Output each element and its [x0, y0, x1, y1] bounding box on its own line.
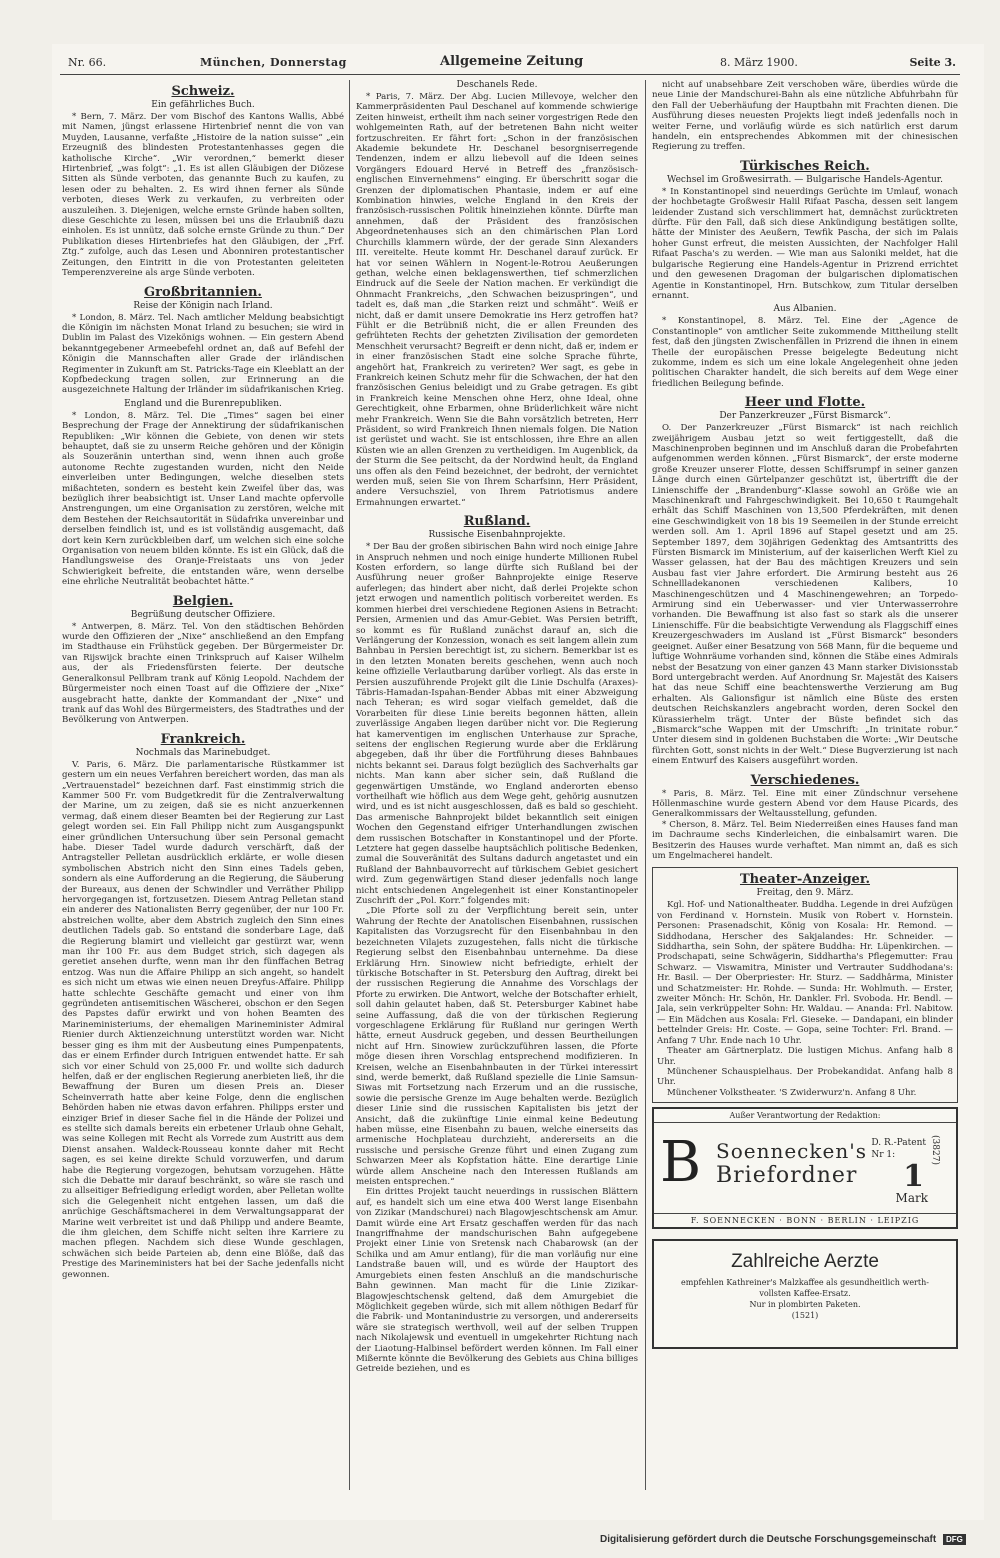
theater-listings [652, 867, 958, 1103]
ad-patent-nr: Nr 1: [871, 1150, 896, 1161]
kathreiner-advertisement [652, 1239, 958, 1349]
ad-patent [871, 1137, 926, 1161]
ad-product: Briefordner [716, 1163, 858, 1189]
place-day: München, Donnerstag [200, 56, 347, 69]
article-text: * Der Bau der großen sibirischen Bahn wird noch einige Jahre in Anspruch nehmen und noch einige hunderte Millionen Rubel Kosten erfordern, so lange dürfte sich Rußland bei der Ausführung neuer großer Bahnprojekte einige Reserve auferlegen; das hindert aber nicht, daß derlei Projekte schon jetzt erwogen und namentlich politisch vorbereitet werden. Es kommen hierbei drei verschiedene Regionen Asiens in Betracht: Persien, Armenien und das Amur-Gebiet. Was Persien betrifft, so kommt es für Rußland zunächst darauf an, sich die Verlängerung der Konzession, wonach es seit langem allein zum Bahnbau in Persien berechtigt ist, zu sichern. Bemerkbar ist es in den letzten Monaten bereits geschehen, wenn auch noch keine offizielle Verlautbarung darüber vorliegt. Als das erste in Persien auszuführende Projekt gilt die Linie Dschulfa (Araxes)-Täbris-Hamadan-Ispahan-Bender Abbas mit einer Abzweigung nach Teheran; es wird sogar vielfach gemeldet, daß die Vorarbeiten für diese Linie bereits begonnen hätten, allein zuverlässige Angaben liegen darüber nicht vor. Die Regierung hat kamerventigen im englischen Unterhause zur Sprache, seitens der englischen Regierung wurde aber die Erklärung abgegeben, daß ihr über die Fortführung dieses Bahnbaues nichts bekannt sei. Daraus folgt bezüglich des Sachverhalts gar nichts. Man kann aber sicher sein, daß Rußland die gegenwärtigen Umstände, wo England anderorten ebenso vortheilhaft wie höflich aus dem Wege geht, gehörig ausnutzen wird, und es ist nicht ausgeschlossen, daß es bald so geschieht. Das armenische Bahnprojekt bildet bekanntlich seit einigen Wochen den Gegenstand eifriger Unterhandlungen zwischen dem russischen Botschafter in Konstantinopel und der Pforte. Letztere hat gegen dasselbe hauptsächlich politische Bedenken, zumal die Souveränität des Sultans dadurch angetastet und ein Rußland der Bahnbauvorrecht auf türkischem Gebiet gesichert wird. Zum gegenwärtigen Stand dieser jedenfalls noch lange nicht entschiedenen Angelegenheit ist einer Konstantinopeler Zuschrift der „Pol. Korr.“ folgendes mit: [356, 542, 638, 907]
section-subheading: Reise der Königin nach Irland. [133, 300, 273, 311]
column-2 [356, 80, 638, 1490]
theater-entry: Münchener Volkstheater. 'S Zwiderwurz'n. Anfang 8 Uhr. [667, 1087, 917, 1098]
article-text: * London, 8. März. Tel. Nach amtlicher Meldung beabsichtigt die Königin im nächsten Monat Irland zu besuchen; sie wird in Dublin im Palast des Vizekönigs wohnen. — Ein gestern Abend bekanntgegebener Armeebefehl ordnet an, daß auf Befehl der Königin die Mannschaften aller Grade der irländischen Regimenter in Zukunft am St. Patricks-Tage ein Kleeblatt an der Kopfbedeckung tragen sollen, zur Erinnerung an die ausgezeichnete Haltung der Irländer im südafrikanischen Krieg. [62, 312, 344, 396]
section-heading: Heer und Flotte. [744, 395, 866, 411]
section-heading: Rußland. [463, 514, 531, 530]
article-text: * Cherson, 8. März. Tel. Beim Niederreißen eines Hauses fand man im Dachraume sechs Kinderleichen, die einbalsamirt waren. Die Besitzerin des Hauses wurde verhaftet. Man nimmt an, daß es sich um Engelmacherei handelt. [652, 819, 958, 861]
section-heading: Schweiz. [171, 84, 235, 99]
column-3 [652, 80, 958, 1490]
theater-entry: Münchener Schauspielhaus. Der Probekandidat. Anfang halb 8 Uhr. [657, 1066, 953, 1088]
section-heading: Frankreich. [160, 731, 246, 747]
section-heading: Türkisches Reich. [740, 158, 870, 174]
ad-price: 1 [903, 1159, 924, 1195]
article-text: * Konstantinopel, 8. März. Tel. Eine der „Agence de Constantinople“ von amtlicher Seite zukommende Mittheilung stellt fest, daß den jüngsten Zwischenfällen in Prizrend die ihnen in einem Theile der europäischen Presse beigelegte Bedeutung nicht zukomme, indem es sich um eine lokale Angelegenheit ohne jeden politischen Charakter handelt, die sich bereits auf dem Wege einer friedlichen Beilegung befinde. [652, 316, 958, 389]
ad-disclaimer: Außer Verantwortung der Redaktion: [654, 1109, 956, 1123]
section-subheading: Wechsel im Großwesirrath. — Bulgarische Handels-Agentur. [667, 174, 943, 185]
column-rule [645, 80, 646, 1490]
theater-entry: Theater am Gärtnerplatz. Die lustigen Michus. Anfang halb 8 Uhr. [657, 1046, 953, 1067]
section-subheading: Nochmals das Marinebudget. [135, 747, 271, 758]
article-text: * Bern, 7. März. Der vom Bischof des Kantons Wallis, Abbé mit Namen, jüngst erlassene Hirtenbrief nennt die von van Muyden, Lausanne, verfaßte „Histoire de la nation suisse“ „ein Erzeugniß des blindesten Protestantenhasses gegen die katholische Kirche“. „Wir verordnen,“ bemerkt dieser Hirtenbrief, „was folgt“: „1. Es ist allen Gläubigen der Diözese Sitten als Sünde verboten, das genannte Buch zu kaufen, zu lesen oder zu behalten. 2. Es wird ihnen ferner als Sünde verboten, dieses Werk zu verkaufen, zu verbreiten oder auszuleihen. 3. Diejenigen, welche ernste Gründe haben sollten, diese Geschichte zu lesen, müssen bei uns die Erlaubniß dazu einholen. Es ist unnütz, daß solche ernste Gründe zu thun.“ Der Publikation dieses Hirtenbriefes hat den Gläubigen, der „Frf. Ztg.“ zufolge, auch das Lesen und Abonniren protestantischer Zeitungen, den Eintritt in die von Protestanten geleiteten Temperenzvereine als arge Sünde verboten. [62, 112, 344, 279]
ad-patent-label: D. R.-Patent [871, 1138, 926, 1149]
theater-entry: Kgl. Hof- und Nationaltheater. Buddha. Legende in drei Aufzügen von Ferdinand v. Hornstein. Musik von Robert v. Hornstein. Personen: Prasenadschit, König von Kosala: Hr. Remond. — Siddhodana, Herscher des Sakjalandes: Hr. Schneider. — Siddhartha, sein Sohn, der spätere Buddha: Hr. Lüpenkirchen. — Prodschapati, seine Schwägerin, Siddhartha's Pflegemutter: Frau Schwarz. — Viswamitra, Minister und Vertrauter Suddhodana's: Hr. Basil. — Der Oberpriester: Hr. Sturz. — Saddhârma, Minister und Schatzmeister: Hr. Rohde. — Sunda: Hr. Wohlmuth. — Erster, zweiter Mönch: Hr. Schön, Hr. Dankler. Frl. Svoboda. Hr. Bendl. — Jala, sein verkrüppelter Sohn: Hr. Waldau. — Ananda: Frl. Nabitow. — Ein Mädchen aus Kosala: Frl. Gieseke. — Dandapani, ein blinder bettelnder Greis: Hr. Coste. — Gopa, seine Tochter: Frl. Brand. — Anfang 7 Uhr. Ende nach 10 Uhr. [657, 900, 953, 1046]
section-subheading: Russische Eisenbahnprojekte. [428, 530, 566, 541]
soennecken-advertisement [652, 1107, 958, 1229]
section-heading: Großbritannien. [144, 284, 262, 300]
ad-line: vollsten Kaffee-Ersatz. [759, 1289, 851, 1299]
ad-initial: B [660, 1130, 702, 1196]
section-subheading: Der Panzerkreuzer „Fürst Bismarck“. [719, 411, 891, 422]
article-text: * In Konstantinopel sind neuerdings Gerüchte im Umlauf, wonach der hochbetagte Großwesir Halil Rifaat Pascha, dessen seit langem leidender Zustand sich verschlimmert hat, demnächst zurücktreten dürfte. Für den Fall, daß sich diese Ankündigung bestätigen sollte, hätte der Minister des Aeußern, Tewfik Pascha, der sich im Palais hoher Gunst erfreut, die meisten Aussichten, der Nachfolger Halil Rifaat Pascha's zu werden. — Wie man aus Saloniki meldet, hat die bulgarische Regierung eine Handels-Agentur in Prizrend errichtet und den gewesenen Dragoman der bulgarischen diplomatischen Agentie in Konstantinopel, Hrn. Butschkow, zum Titular derselben ernannt. [652, 186, 958, 301]
masthead [60, 52, 960, 75]
ad-reference: (3827) [930, 1135, 941, 1166]
section-heading: Theater-Anzeiger. [739, 872, 870, 888]
section-frankreich [62, 732, 344, 1280]
section-heading: Belgien. [172, 593, 234, 609]
article-subheading: England und die Burenrepubliken. [124, 398, 282, 409]
newspaper-title: Allgemeine Zeitung [440, 54, 584, 69]
article-text: * London, 8. März. Tel. Die „Times“ sagen bei einer Besprechung der Frage der Annektirung der südafrikanischen Republiken: „Wir können die Gebiete, von denen wir stets behauptet, daß sie zu unserm Reiche gehören und der Königin als Souzeränin unterthan sind, wenn ihnen auch große autonome Rechte zugestanden wurden, nicht den Neide einverleiben unter Bedingungen, welche dieselben stets mißachteten, sondern es besteht kein Zweifel über das, was bezüglich ihrer beabsichtigt ist. Unser Land machte opfervolle Anstrengungen, um eine Organisation zu zerstören, welche mit dem Bestehen der Reichsautorität in Südafrika unvereinbar und derselben feindlich ist, und es ist vollständig ausgemacht, daß dort kein Kern zurückbleiben darf, um welchen sich eine solche Organisation von neuem bilden könnte. Es ist ein Glück, daß die Handlungsweise des Oranje-Freistaats uns von jeder Schwierigkeit befreite, die entstanden wäre, wenn derselbe eine ehrliche Neutralität beobachtet hätte.“ [62, 410, 344, 588]
section-subheading: Ein gefährliches Buch. [151, 100, 255, 110]
article-text: „Die Pforte soll zu der Verpflichtung bereit sein, unter Wahrung der Rechte der Anatolischen Eisenbahnen, russischen Kapitalisten das Vorzugsrecht für den Eisenbahnbau in den bezeichneten Vilajets zuzugestehen, falls nicht die türkische Regierung selbst den Eisenbahnbau unternehme. Da diese Erklärung Hrn. Sinowiew nicht befriedigte, erhielt der türkische Botschafter in St. Petersburg den Auftrag, direkt bei der russischen Regierung die Annahme des Vorschlags der Pforte zu erwirken. Die Antwort, welche der Botschafter erhielt, soll dahin gelautet haben, daß St. Petersburger Kabinet habe seine Auffassung, daß die von der türkischen Regierung vorgeschlagene Erklärung für Rußland nur geringen Werth hätte, erneut Ausdruck gegeben, und dessen Beurtheilungen nicht auf Hrn. Sinowiew zurückzuführen lassen, die Pforte möge diesen ihren Vorschlag entsprechend modifizieren. In Kreisen, welche an Eisenbahnbauten in der Türkei interessirt sind, werde bemerkt, daß Rußland spezielle die Linie Samsun-Siwas mit Fortsetzung nach Erzerum und an die russische, sowie die persische Grenze im Auge behalten werde. Bezüglich dieser Linie sind die russischen Kapitalisten bis jetzt der Ansicht, daß die zukünftige Linie einmal keine Bedeutung haben müsse, eine Eisenbahn zu bauen, welche einerseits das armenische Hochplateau durchzieht, andererseits an die russische und persische Grenze führt und einen Zugang zum Schwarzen Meer als Kopfstation hätte. Eine derartige Linie würde allem Anscheine nach den Interessen Rußlands am meisten entsprechen.“ [356, 906, 638, 1188]
article-text: O. Der Panzerkreuzer „Fürst Bismarck“ ist nach reichlich zweijährigem Ausbau jetzt so weit fertiggestellt, daß die Maschinenproben beginnen und im Anschluß daran die Probefahrten aufgenommen werden können. „Fürst Bismarck“, der erste moderne große Kreuzer unserer Flotte, dessen Schiffsrumpf in seiner ganzen Länge durch einen Gürtelpanzer geschützt ist, übertrifft die der Linienschiffe der „Brandenburg“-Klasse sowohl an Größe wie an Maschinenkraft und Fahrgeschwindigkeit. Bei 10,650 t Raumgehalt erhält das Schiff Maschinen von 13,500 Pferdekräften, mit denen eine Geschwindigkeit von 18 bis 19 Seemeilen in der Stunde erreicht werden soll. Am 1. April 1896 auf Stapel gesetzt und am 25. September 1897, dem 30jährigen Gedenktag des Amtsantritts des Fürsten Bismarck im Ministerium, auf der kaiserlichen Werft Kiel zu Wasser gelassen, hat der Bau des mächtigen Kreuzers und sein Ausbau fast vier Jahre erfordert. Die Armirung besteht aus 26 Schnellladekanonen verschiedenen Kalibers, 10 Maschinengeschützen und 4 Maschinengewehren; an Torpedo-Armirung sind ein Ueberwasser- und vier Unterwasserrohre vorhanden. Die Bewaffnung ist also fast so stark als die unserer Linienschiffe. Für die beabsichtigte Verwendung als Flaggschiff eines Kreuzergeschwaders im Ausland ist „Fürst Bismarck“ besonders geeignet. Außer einer Besatzung von 568 Mann, für die bequeme und luftige Wohnräume vorhanden sind, können die Stäbe eines Admirals nebst der Besatzung von einer ganzen 43 Mann starker Divisionsstab Bord untergebracht werden. Auf Anordnung Sr. Majestät des Kaisers hat das neue Schiff eine beachtenswerthe Verzierung am Bug erhalten. Als Galionsfigur ist nämlich eine Büste des ersten deutschen Reichskanzlers angebracht worden, deren Sockel den Kürassierhelm trägt. Unter der Büste befindet sich das „Bismarck“sche Wappen mit der Umschrift: „In trinitate robur.“ Unter diesem sind in goldenen Buchstaben die Worte: „Wir Deutsche fürchten Gott, sonst nichts in der Welt.“ Diese Bugverzierung ist nach einem Entwurf des Kaisers ausgeführt worden. [652, 423, 958, 767]
section-tuerkei [652, 159, 958, 389]
section-belgien [62, 594, 344, 726]
article-text: * Paris, 8. März. Tel. Eine mit einer Zündschnur versehene Höllenmaschine wurde gestern Abend vor dem Hause Picards, des Generalkommissars der Weltausstellung, gefunden. [652, 788, 958, 820]
issue-date: 8. März 1900. [720, 56, 798, 69]
section-grossbritannien [62, 285, 344, 588]
ad-line: empfehlen Kathreiner's Malzkaffee als gesundheitlich werth- [681, 1278, 929, 1288]
ad-brand: Soennecken's [716, 1139, 867, 1164]
section-schweiz [62, 84, 344, 279]
section-deschanel [356, 80, 638, 508]
continuation [652, 80, 958, 153]
column-rule [349, 80, 350, 1490]
section-heer-flotte [652, 395, 958, 766]
article-subheading: Aus Albanien. [773, 304, 837, 315]
column-1 [62, 80, 344, 1490]
digitization-footer [600, 1534, 966, 1545]
theater-date: Freitag, den 9. März. [756, 888, 854, 899]
page-number: Seite 3. [909, 56, 956, 69]
section-subheading: Begrüßung deutscher Offiziere. [130, 609, 276, 620]
dfg-logo-icon: DFG [943, 1534, 966, 1545]
ad-currency: Mark [895, 1191, 928, 1206]
ad-title: Zahlreiche Aerzte [731, 1251, 879, 1273]
section-russland [356, 514, 638, 1375]
article-text: nicht auf unabsehbare Zeit verschoben wäre, überdies würde die neue Linie der Mandschurei-Bahn als eine nützliche Abfuhrbahn für den Fall der Ueberhäufung der Hauptbahn mit Frachten dienen. Die Ausführung dieses neuesten Projekts liegt indeß jedenfalls noch in weiter Ferne, und vorläufig würde es sich natürlich erst darum handeln, ein entsprechendes Abkommen mit der chinesischen Regierung zu treffen. [652, 80, 958, 153]
issue-number: Nr. 66. [68, 56, 107, 69]
article-text: Ein drittes Projekt taucht neuerdings in russischen Blättern auf, es handelt sich um eine etwa 400 Werst lange Eisenbahn von Zizikar (Mandschurei) nach Blagowjeschtschensk am Amur. Damit würde eine Art Ersatz geschaffen werden für das nach Inangriffnahme der mandschurischen Bahn aufgegebene Projekt einer Linie von Sretensk nach Chabarowsk (an der Schilka und am Amur entlang), für die man vorläufig nur eine Landstraße bauen will, und es würde der Hauptort des Amurgebiets einen festen Anschluß an die mandschurische Bahn gewinnen. Man macht für die Linie Zizikar-Blagowjeschtschensk geltend, daß dem Amurgebiet die Möglichkeit gegeben würde, sich mit allem nöthigen Bedarf für die Fabrik- und Montanindustrie zu versorgen, und andererseits wäre sie strategisch werthvoll, weil auf der selben Truppen nach Nikolajewsk und eventuell in umgekehrter Richtung nach der Liaotung-Halbinsel befördert werden können. Im Fall einer Mißernte könnte die Bevölkerung des Gebiets aus China billiges Getreide beziehen, und es [356, 1187, 638, 1375]
article-text: * Paris, 7. März. Der Abg. Lucien Millevoye, welcher den Kammerpräsidenten Paul Deschanel auf kommende schwierige Zeiten hinweist, ertheilt ihm nach seiner vorgestrigen Rede den wohlgemeinten Rath, auf der betretenen Bahn nicht weiter fortzuschreiten. Er fährt fort: „Schon in der französischen Akademie bekundete Hr. Deschanel besorgniserregende Tendenzen, indem er allzu liebevoll auf die Ideen seines Vorgängers Edouard Hervé in Betreff des „französisch-englischen Einvernehmens“ einging. Er überschritt sogar die Grenzen der diplomatischen Phantasie, indem er auf eine Kombination hinwies, welche England in den Kreis der französisch-russischen Politik hineinziehen könnte. Dürfte man annehmen, daß der Präsident des französischen Abgeordnetenhauses sich an den chimärischen Plan Lord Churchills klammern würde, der der gerade Sinn Alexanders III. vereitelte. Heute kommt Hr. Deschanel darauf zurück. Er hat vor seinen Wählern in Nogent-le-Rotrou Aeußerungen gethan, welche einen beklagenswerthen, tief schmerzlichen Eindruck auf die Seele der Nation machen. Er verkündigt die Ohnmacht Frankreichs, „den Schwachen beizuspringen“, und tadelt es, daß man „die Starken reizt und schmäht“. Weiß er nicht, daß er damit unsere Demokratie ins Herz getroffen hat? Fühlt er die Betrübniß nicht, die er allen Freunden des gefrühteten Rechts der gehetzten Zivilisation der gemordeten Menschheit verursacht? Begreift er denn nicht, daß er, indem er in einer französischen Stadt eine solche Sprache führte, angehört hat, Frankreich zu verireten? Wer sagt, es gebe in Frankreich keinen Schutz mehr für die Schwachen, der hat den französischen Genius beleidigt und zu Grabe getragen. Es gibt in Frankreich keine Menschen ohne Herz, ohne Ideal, ohne Gerechtigkeit, ohne Erbarmen, ohne Brüderlichkeit wäre nicht mehr Frankreich. Wenn Sie die Bahn vorsätzlich betreten, Herr Präsident, so wird Frankreich Ihnen niemals folgen. Die Nation ist gerüstet und wacht. Sie ist entschlossen, ihre Ehre an allen Küsten wie an allen Grenzen zu vertheidigen. Im Augenblick, da der Sturm die See peitscht, da der Nordwind heult, da England uns offen als den Feind bezeichnet, der bedroht, der vernichtet werden muß, seien Sie von Ihrem Scharfsinn, Herr Präsident, andere Versuchsziel, von Ihrem Patriotismus andere Ermahnungen erwartet.“ [356, 92, 638, 508]
ad-address: F. SOENNECKEN · BONN · BERLIN · LEIPZIG [654, 1213, 956, 1227]
article-text: * Antwerpen, 8. März. Tel. Von den städtischen Behörden wurde den Offizieren der „Nixe“ anschließend an den Empfang im Stadthause ein Frühstück gegeben. Der Bürgermeister Dr. van Rijswijck brachte einen Trinkspruch auf Kaiser Wilhelm aus, der als Friedensfürsten feierte. Der deutsche Generalkonsul Pellbram trank auf König Leopold. Nachdem der Bürgermeister noch einen Toast auf die Offiziere der „Nixe“ ausgebracht hatte, dankte der Kommandant der „Nixe“ und trank auf das Wohl des Bürgermeisters, des Stadtrathes und der Bevölkerung von Antwerpen. [62, 621, 344, 726]
section-verschiedenes [652, 773, 958, 862]
ad-line: Nur in plombirten Paketen. [749, 1300, 861, 1310]
section-subheading: Deschanels Rede. [456, 80, 538, 90]
section-heading: Verschiedenes. [750, 772, 860, 788]
footer-text: Digitalisierung gefördert durch die Deutsche Forschungsgemeinschaft [600, 1534, 937, 1545]
ad-reference: (1521) [791, 1311, 819, 1321]
article-text: V. Paris, 6. März. Die parlamentarische Rüstkammer ist gestern um ein neues Verfahren bereichert worden, das man als „Vertrauenstadel“ bezeichnen darf. Fast einstimmig strich die Kammer 500 Fr. vom Budgetkredit für die Zentralverwaltung der Marine, um zu zeigen, daß sie es nicht anzuerkennen vermag, daß einem dieser Beamten bei der Regierung zur Last gelegt worden sei. Ein Fall Philipp nicht zum Ausgangspunkt einer gründlichen Untersuchung über sein Personal gemacht habe. Dieser Tadel wurde dadurch verschärft, daß der Antragsteller Pelletan ausdrücklich erklärte, er wolle diesen symbolischen Abstrich nicht den Sinn eines Tadels geben, sondern als eine Aufforderung an die Regierung, die Säuberung der Bureaux, aus denen der Schwindler und Verräther Philipp hervorgegangen ist, fortzusetzen. Diesem Antrag Pelletan stand ein anderer des Nationalisten Berry gegenüber, der nur 100 Fr. abstreichen wollte, aber dem Abstrich zugleich den Sinn eines deutlichen Tadels gab. So entstand die sonderbare Lage, daß die Regierung blamirt und vielleicht gar gestürzt war, wenn man ihr 100 Fr. aus dem Budget strich, sich dagegen als geretiet ansehen durfte, wenn man ihr den fünffachen Betrag entzog. Was nun die Affaire Philipp an sich angeht, so handelt es sich nicht um etwas wie einen neuen Dreyfus-Affaire. Philipp hatte schlechte Geschäfte gemacht und einer von ihm gegründeten antisemitischen Wäscherei, obschon er den Segen des Papstes dafür erwirkt und von hohen Beamten des Marineministeriums, der ehemaligen Marineminister Admiral Rienier durch Aktienzeichnung unterstützt worden war. Nicht besser ging es ihm mit der Ausbeutung eines Pumpenpatents, das er einem Erfinder durch Intriguen entwendet hatte. Er sah sich vor einer Schuld von 25,000 Fr. und wollte sich dadurch helfen, daß er der englischen Regierung anerbieten ließ, ihr die Bewaffnung der Buren um diesen Preis an. Dieser Scheinverrath hatte aber keine Folge, denn die englischen Behörden haben nie etwas davon erfahren. Philipps erster und einziger Brief in dieser Sache fiel in die Hände der Polizei und es stellte sich damals bereits ein erbetener Urlaub ohne Gehalt, was seine Kollegen mit Recht als Vorrede zum Austritt aus dem Dienst ansahen. Waldeck-Rousseau konnte daher mit Recht sagen, es sei keine direkte Schuld vorzuwerfen, und darum habe die Regierung vorgezogen, behutsam vorzugehen. Hätte sich die Debatte mir darauf beschränkt, so wäre sie rasch und zu allseitiger Befriedigung erledigt worden, aber Pelletan wollte sich die Gelegenheit nicht entgehen lassen, um daß die anrüchige Geschäftsmacherei in dem Verwaltungsapparat der Marine weit verbreitet ist und daß Philipp und andere Beamte, die ihm gleichen, dem Schiffe nicht selten ihre Karriere zu machen pflegen. Nachdem sich diese Wunde geschlagen, schwächen sich beide Parteien ab, denn eine Blöße, daß das Prestige des Marineministers hat bei der Sache jedenfalls nicht gewonnen. [62, 759, 344, 1280]
